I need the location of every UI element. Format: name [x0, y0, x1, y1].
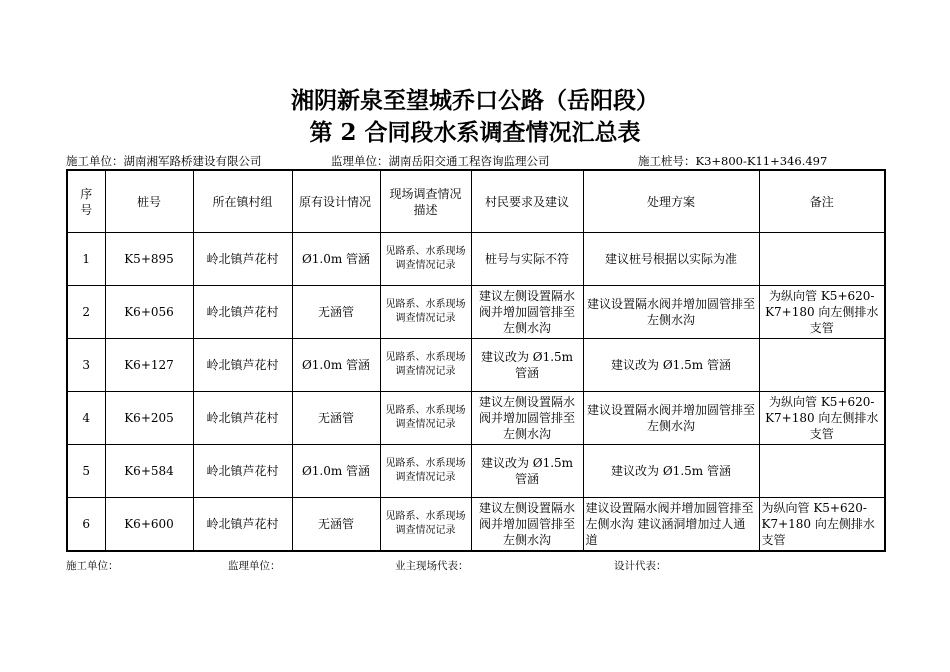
cell-solution: 建议设置隔水阀并增加圆管排至左侧水沟 建议涵洞增加过人通道 — [583, 498, 759, 552]
cell-station: K6+584 — [105, 445, 193, 498]
cell-solution: 建议设置隔水阀并增加圆管排至左侧水沟 — [583, 392, 759, 445]
cell-station: K6+600 — [105, 498, 193, 552]
cell-station: K5+895 — [105, 233, 193, 286]
cell-no: 4 — [67, 392, 105, 445]
header-supervisor: 监理单位：湖南岳阳交通工程咨询监理公司 — [331, 154, 550, 168]
header-contractor: 施工单位：湖南湘军路桥建设有限公司 — [66, 154, 262, 168]
col-header-request: 村民要求及建议 — [471, 170, 583, 233]
footer-supervisor: 监理单位： — [228, 560, 281, 572]
cell-survey: 见路系、水系现场调查情况记录 — [380, 339, 471, 392]
col-header-station: 桩号 — [105, 170, 193, 233]
table-header-row — [67, 170, 885, 233]
cell-survey: 见路系、水系现场调查情况记录 — [380, 392, 471, 445]
cell-design: Ø1.0m 管涵 — [292, 339, 380, 392]
cell-remark — [759, 445, 885, 498]
cell-survey: 见路系、水系现场调查情况记录 — [380, 286, 471, 339]
cell-village: 岭北镇芦花村 — [193, 445, 292, 498]
cell-design: Ø1.0m 管涵 — [292, 233, 380, 286]
cell-village: 岭北镇芦花村 — [193, 286, 292, 339]
table-row — [67, 498, 885, 552]
table-row — [67, 392, 885, 445]
cell-village: 岭北镇芦花村 — [193, 392, 292, 445]
cell-remark — [759, 339, 885, 392]
cell-design: Ø1.0m 管涵 — [292, 445, 380, 498]
cell-solution: 建议桩号根据以实际为准 — [583, 233, 759, 286]
cell-no: 6 — [67, 498, 105, 552]
cell-request: 桩号与实际不符 — [471, 233, 583, 286]
col-header-remark: 备注 — [759, 170, 885, 233]
cell-survey: 见路系、水系现场调查情况记录 — [380, 498, 471, 552]
footer-owner-rep: 业主现场代表： — [395, 560, 469, 572]
cell-station: K6+127 — [105, 339, 193, 392]
col-header-survey: 现场调查情况描述 — [380, 170, 471, 233]
document-subtitle: 第 2 合同段水系调查情况汇总表 — [309, 119, 641, 146]
col-header-no: 序号 — [67, 170, 105, 233]
cell-no: 1 — [67, 233, 105, 286]
cell-survey: 见路系、水系现场调查情况记录 — [380, 233, 471, 286]
header-station-range: 施工桩号：K3+800-K11+346.497 — [638, 154, 828, 168]
cell-village: 岭北镇芦花村 — [193, 339, 292, 392]
cell-request: 建议改为 Ø1.5m 管涵 — [471, 339, 583, 392]
cell-solution: 建议改为 Ø1.5m 管涵 — [583, 339, 759, 392]
cell-remark: 为纵向管 K5+620-K7+180 向左侧排水支管 — [759, 392, 885, 445]
cell-no: 5 — [67, 445, 105, 498]
cell-request: 建议左侧设置隔水阀并增加圆管排至左侧水沟 — [471, 286, 583, 339]
cell-design: 无涵管 — [292, 286, 380, 339]
document-title: 湘阴新泉至望城乔口公路（岳阳段） — [291, 87, 659, 114]
footer-design-rep: 设计代表： — [614, 560, 667, 572]
table-row — [67, 339, 885, 392]
col-header-solution: 处理方案 — [583, 170, 759, 233]
footer-contractor: 施工单位： — [66, 560, 119, 572]
cell-remark: 为纵向管 K5+620-K7+180 向左侧排水支管 — [759, 286, 885, 339]
cell-no: 2 — [67, 286, 105, 339]
cell-solution: 建议改为 Ø1.5m 管涵 — [583, 445, 759, 498]
col-header-village: 所在镇村组 — [193, 170, 292, 233]
col-header-design: 原有设计情况 — [292, 170, 380, 233]
cell-village: 岭北镇芦花村 — [193, 233, 292, 286]
cell-station: K6+205 — [105, 392, 193, 445]
cell-station: K6+056 — [105, 286, 193, 339]
table-row — [67, 286, 885, 339]
cell-request: 建议左侧设置隔水阀并增加圆管排至左侧水沟 — [471, 392, 583, 445]
cell-village: 岭北镇芦花村 — [193, 498, 292, 552]
water-survey-table — [66, 169, 886, 552]
cell-design: 无涵管 — [292, 498, 380, 552]
cell-survey: 见路系、水系现场调查情况记录 — [380, 445, 471, 498]
cell-remark — [759, 233, 885, 286]
table-row — [67, 233, 885, 286]
cell-design: 无涵管 — [292, 392, 380, 445]
cell-request: 建议改为 Ø1.5m 管涵 — [471, 445, 583, 498]
cell-no: 3 — [67, 339, 105, 392]
cell-solution: 建议设置隔水阀并增加圆管排至左侧水沟 — [583, 286, 759, 339]
cell-request: 建议左侧设置隔水阀并增加圆管排至左侧水沟 — [471, 498, 583, 552]
cell-remark: 为纵向管 K5+620-K7+180 向左侧排水支管 — [759, 498, 885, 552]
table-row — [67, 445, 885, 498]
